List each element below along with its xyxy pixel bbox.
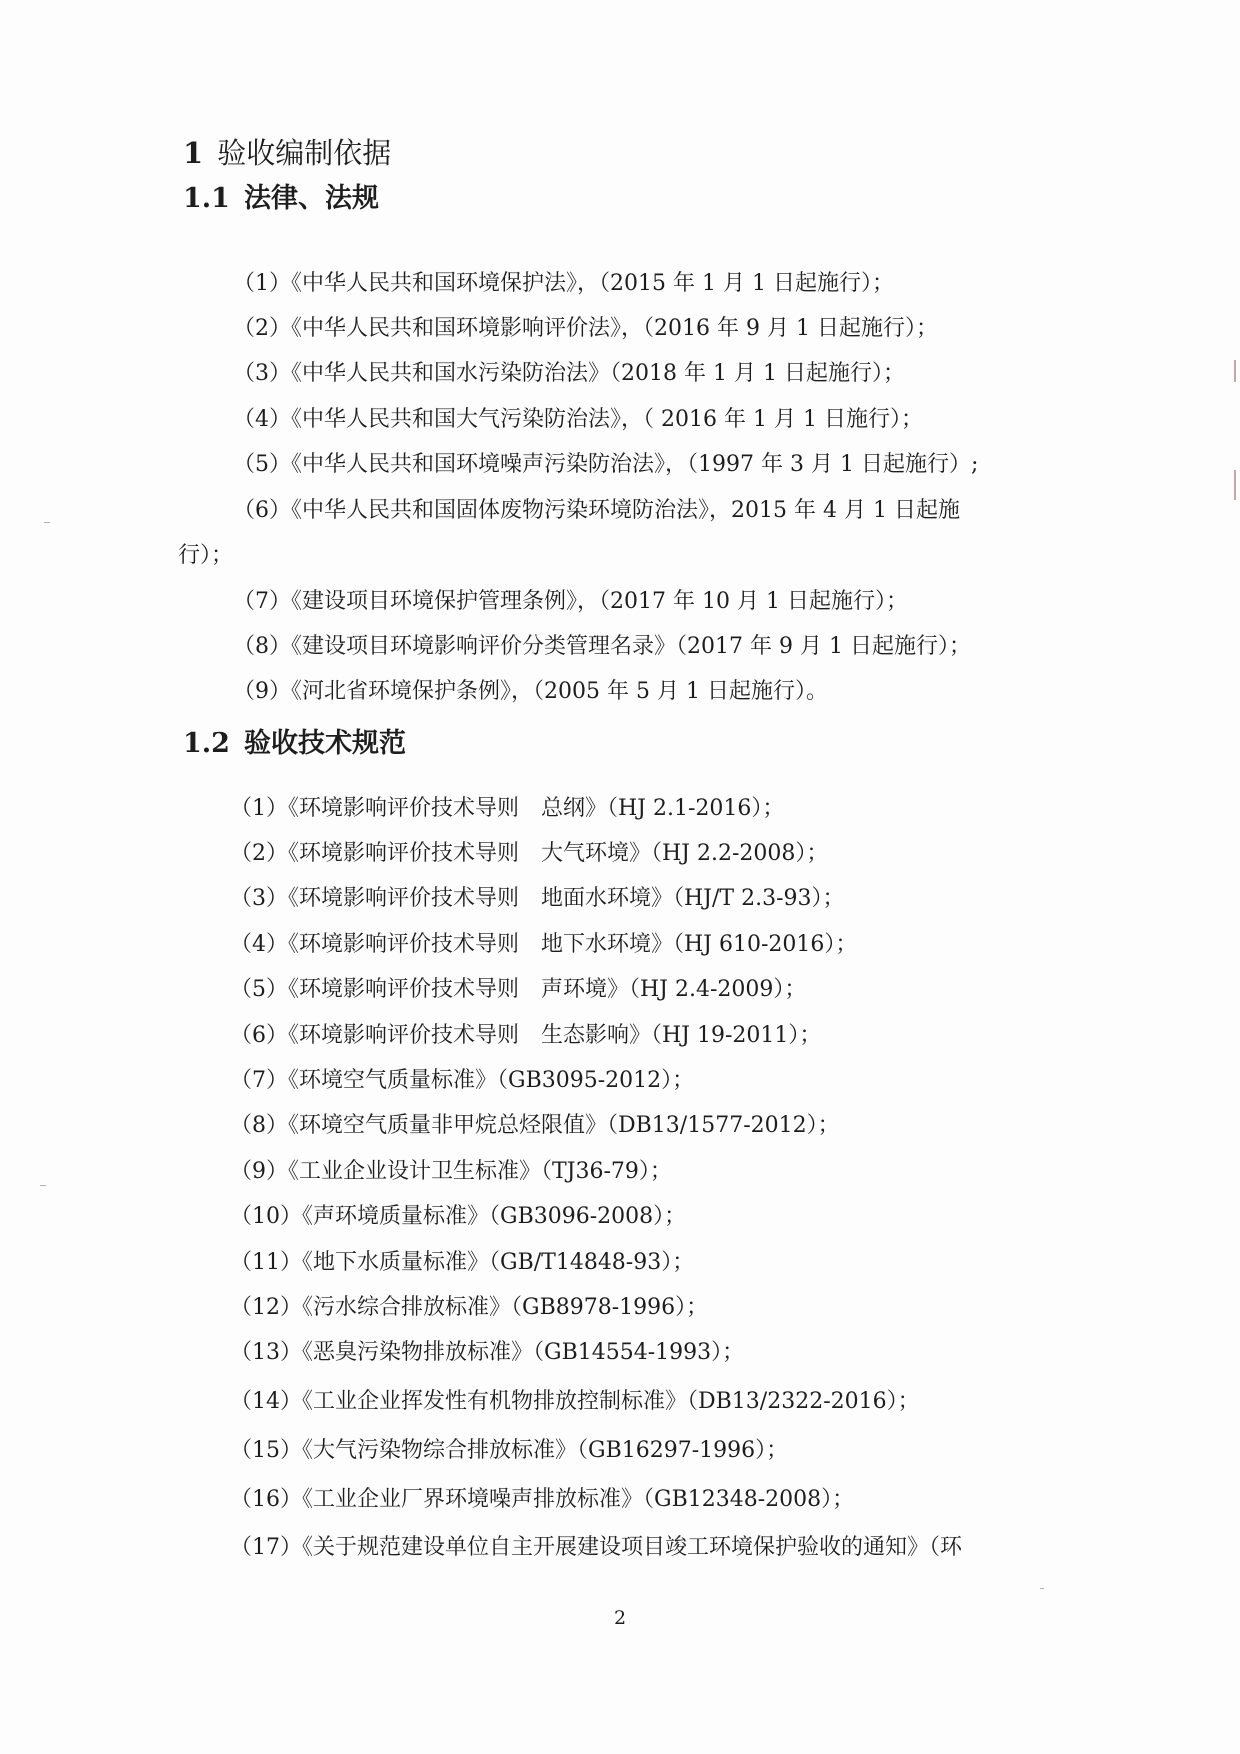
section-title: 验收编制依据 — [217, 136, 392, 170]
standard-item: （17）《关于规范建设单位自主开展建设项目竣工环境保护验收的通知》（环 — [230, 1535, 962, 1560]
law-item: （6）《中华人民共和国固体废物污染环境防治法》，2015 年 4 月 1 日起施 — [233, 498, 960, 523]
section-heading-1-2 — [183, 726, 406, 762]
standard-item: （6）《环境影响评价技术导则 生态影响》（HJ 19-2011）； — [230, 1023, 822, 1048]
law-item: （8）《建设项目环境影响评价分类管理名录》（2017 年 9 月 1 日起施行）； — [233, 634, 971, 659]
section-heading-1-1 — [183, 181, 379, 217]
law-item: （9）《河北省环境保护条例》，（2005 年 5 月 1 日起施行）。 — [233, 679, 828, 704]
section-title: 法律、法规 — [243, 183, 379, 214]
scan-speck — [1040, 1588, 1044, 1589]
law-item-continuation: 行）； — [178, 543, 234, 568]
section-heading-1 — [183, 133, 391, 173]
standard-item: （13）《恶臭污染物排放标准》（GB14554-1993）； — [230, 1340, 745, 1365]
standard-item: （3）《环境影响评价技术导则 地面水环境》（HJ/T 2.3-93）； — [230, 886, 845, 911]
standard-item: （1）《环境影响评价技术导则 总纲》（HJ 2.1-2016）； — [230, 796, 785, 821]
standard-item: （8）《环境空气质量非甲烷总烃限值》（DB13/1577-2012）； — [230, 1113, 840, 1138]
page-number: 2 — [613, 1607, 627, 1629]
standard-item: （16）《工业企业厂界环境噪声排放标准》（GB12348-2008）； — [230, 1487, 855, 1512]
law-item: （1）《中华人民共和国环境保护法》，（2015 年 1 月 1 日起施行）； — [233, 271, 894, 296]
standard-item: （10）《声环境质量标准》（GB3096-2008）； — [230, 1204, 687, 1229]
standard-item: （7）《环境空气质量标准》（GB3095-2012）； — [230, 1068, 695, 1093]
law-item: （3）《中华人民共和国水污染防治法》（2018 年 1 月 1 日起施行）； — [233, 361, 905, 386]
section-number: 1.1 — [183, 183, 230, 214]
standard-item: （4）《环境影响评价技术导则 地下水环境》（HJ 610-2016）； — [230, 932, 858, 957]
standard-item: （14）《工业企业挥发性有机物排放控制标准》（DB13/2322-2016）； — [230, 1389, 920, 1414]
scan-margin-mark — [1234, 360, 1236, 382]
standard-item: （2）《环境影响评价技术导则 大气环境》（HJ 2.2-2008）； — [230, 841, 829, 866]
section-number: 1 — [183, 136, 204, 170]
section-title: 验收技术规范 — [243, 728, 406, 759]
standard-item: （15）《大气污染物综合排放标准》（GB16297-1996）； — [230, 1438, 789, 1463]
standard-item: （9）《工业企业设计卫生标准》（TJ36-79）； — [230, 1159, 672, 1184]
scan-margin-mark — [1234, 470, 1236, 500]
standard-item: （5）《环境影响评价技术导则 声环境》（HJ 2.4-2009）； — [230, 977, 807, 1002]
standard-item: （11）《地下水质量标准》（GB/T14848-93）； — [230, 1250, 695, 1275]
law-item: （2）《中华人民共和国环境影响评价法》，（2016 年 9 月 1 日起施行）； — [233, 316, 938, 341]
section-number: 1.2 — [183, 728, 230, 759]
scan-speck — [44, 522, 50, 523]
law-item: （4）《中华人民共和国大气污染防治法》，（ 2016 年 1 月 1 日施行）； — [233, 407, 923, 432]
standard-item: （12）《污水综合排放标准》（GB8978-1996）； — [230, 1295, 709, 1320]
law-item: （5）《中华人民共和国环境噪声污染防治法》，（1997 年 3 月 1 日起施行）; — [233, 452, 979, 477]
law-item: （7）《建设项目环境保护管理条例》，（2017 年 10 月 1 日起施行）； — [233, 589, 908, 614]
scan-speck — [40, 1185, 46, 1186]
